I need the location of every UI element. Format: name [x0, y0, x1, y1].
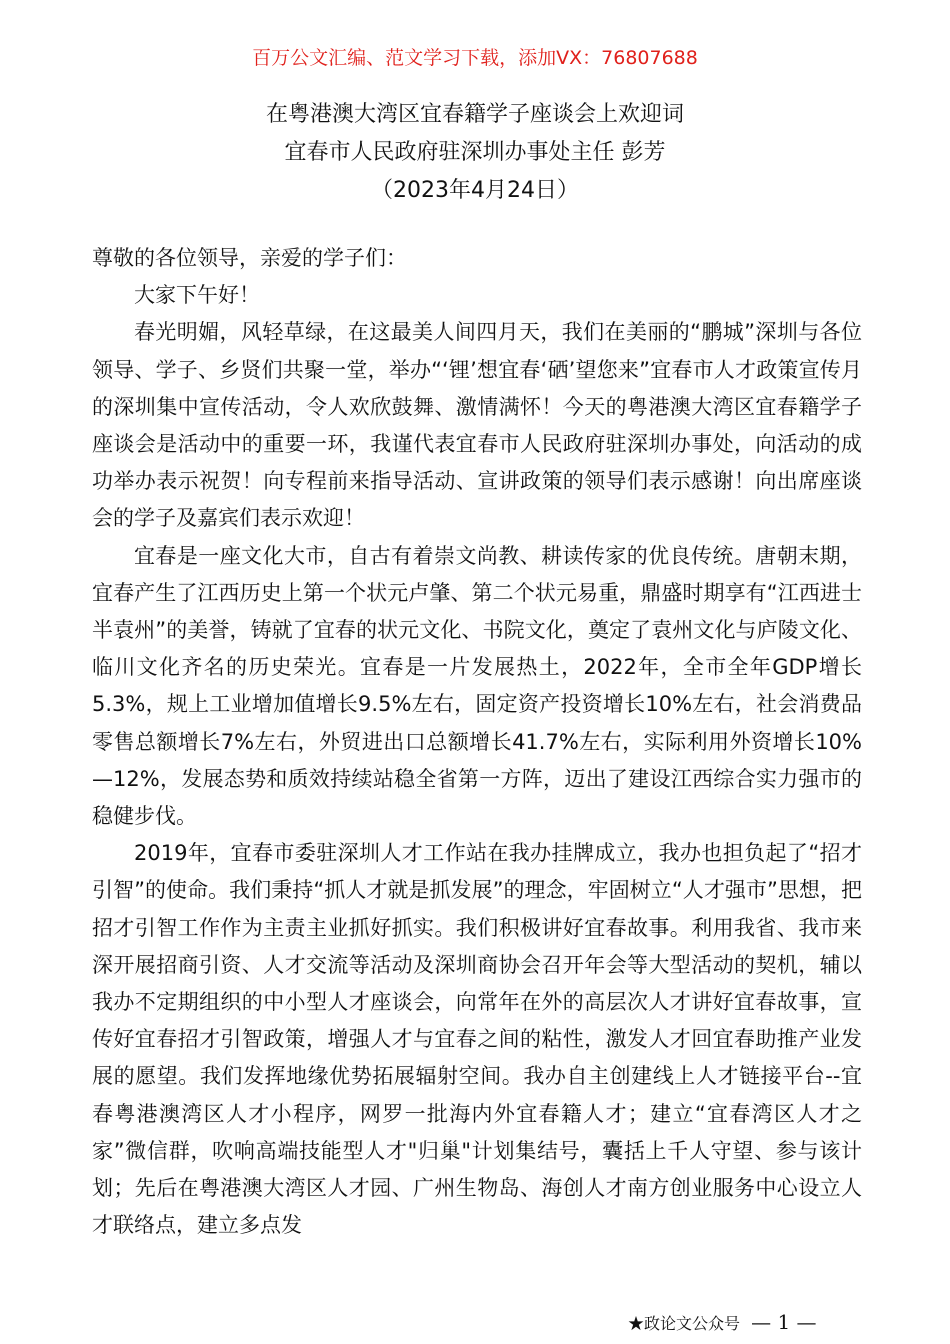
- document-header: [0, 96, 950, 210]
- paragraph: 2019年，宜春市委驻深圳人才工作站在我办挂牌成立，我办也担负起了“招才引智”的使命。我们秉持“抓人才就是抓发展”的理念，牢固树立“人才强市”思想，把招才引智工作作为主责主业抓好抓实。我们积极讲好宜春故事。利用我省、我市来深开展招商引资、人才交流等活动及深圳商协会召开年会等大型活动的契机，辅以我办不定期组织的中小型人才座谈会，向常年在外的高层次人才讲好宜春故事，宣传好宜春招才引智政策，增强人才与宜春之间的粘性，激发人才回宜春助推产业发展的愿望。我们发挥地缘优势拓展辐射空间。我办自主创建线上人才链接平台--宜春粤港澳湾区人才小程序，网罗一批海内外宜春籍人才；建立“宜春湾区人才之家”微信群，吹响高端技能型人才"归巢"计划集结号，囊括上千人守望、参与该计划；先后在粤港澳大湾区人才园、广州生物岛、海创人才南方创业服务中心设立人才联络点，建立多点发: [92, 841, 862, 1238]
- document-body: [92, 240, 862, 1244]
- page-footer: [628, 1310, 817, 1336]
- page-number: — 1 —: [751, 1310, 817, 1334]
- salutation: 尊敬的各位领导，亲爱的学子们：: [92, 246, 407, 270]
- document-title: 在粤港澳大湾区宜春籍学子座谈会上欢迎词: [265, 102, 684, 127]
- promo-banner: 百万公文汇编、范文学习下载，添加VX：76807688: [252, 47, 698, 69]
- paragraph: 大家下午好！: [134, 283, 260, 308]
- speaker-line: 宜春市人民政府驻深圳办事处主任 彭芳: [284, 140, 666, 165]
- date-line: （2023年4月24日）: [371, 178, 579, 203]
- paragraph: 春光明媚，风轻草绿，在这最美人间四月天，我们在美丽的“鹏城”深圳与各位领导、学子、乡贤们共聚一堂，举办“‘锂’想宜春‘硒’望您来”宜春市人才政策宣传月的深圳集中宣传活动，令人欢欣鼓舞、激情满怀！今天的粤港澳大湾区宜春籍学子座谈会是活动中的重要一环，我谨代表宜春市人民政府驻深圳办事处，向活动的成功举办表示祝贺！向专程前来指导活动、宣讲政策的领导们表示感谢！向出席座谈会的学子及嘉宾们表示欢迎！: [92, 320, 862, 531]
- footer-source: ★政论文公众号: [628, 1314, 741, 1333]
- paragraph: 宜春是一座文化大市，自古有着崇文尚教、耕读传家的优良传统。唐朝末期，宜春产生了江西历史上第一个状元卢肇、第二个状元易重，鼎盛时期享有“江西进士半袁州”的美誉，铸就了宜春的状元文化、书院文化，奠定了袁州文化与庐陵文化、临川文化齐名的历史荣光。宜春是一片发展热土，2022年，全市全年GDP增长5.3%，规上工业增加值增长9.5%左右，固定资产投资增长10%左右，社会消费品零售总额增长7%左右，外贸进出口总额增长41.7%左右，实际利用外资增长10%—12%，发展态势和质效持续站稳全省第一方阵，迈出了建设江西综合实力强市的稳健步伐。: [92, 543, 862, 829]
